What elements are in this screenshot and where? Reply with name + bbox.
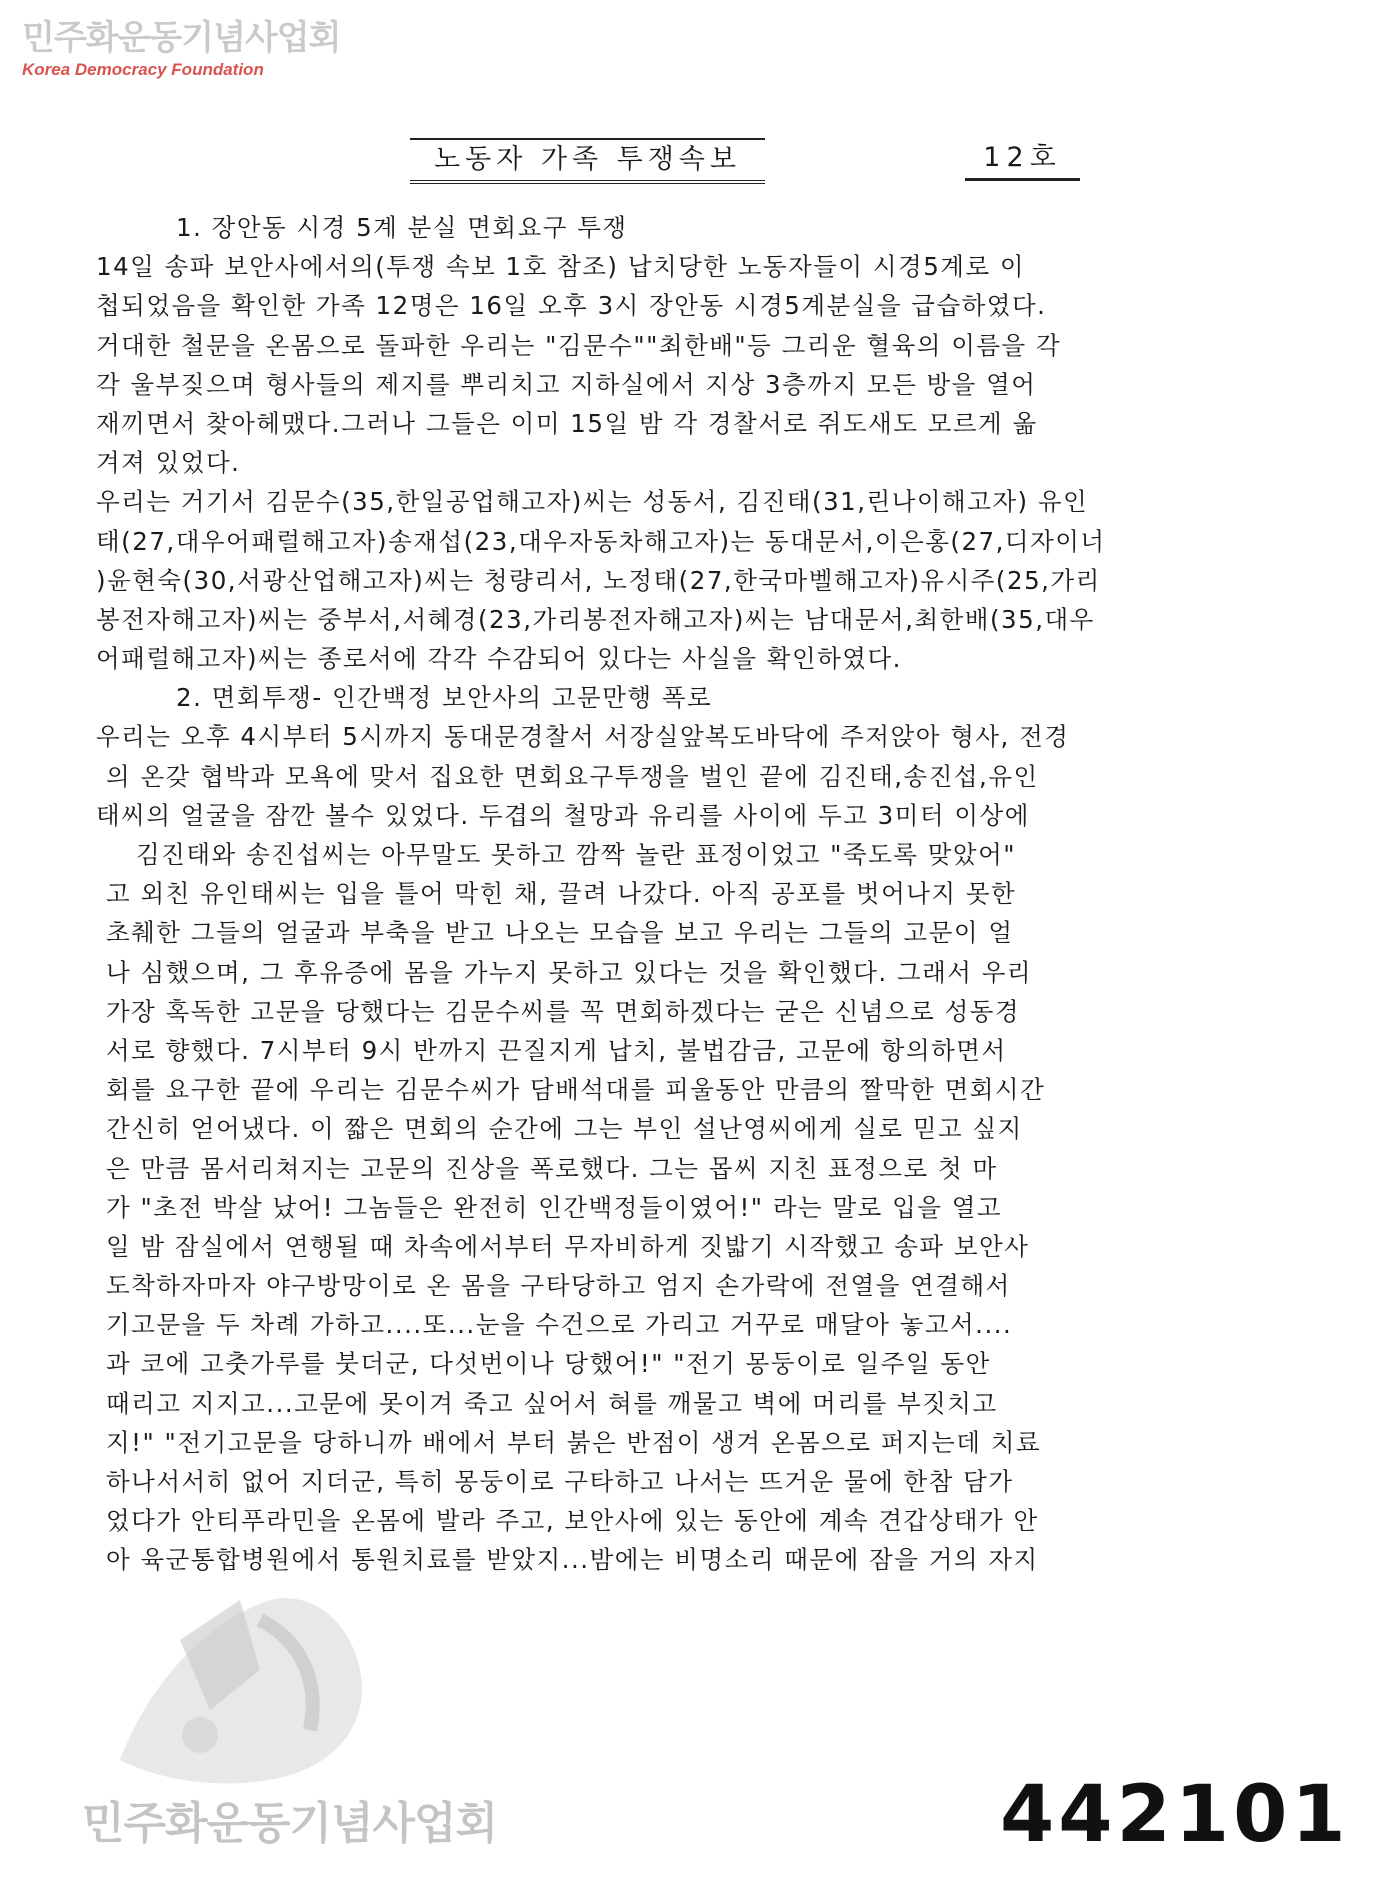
body-line: 때리고 지지고...고문에 못이겨 죽고 싶어서 혀를 깨물고 벽에 머리를 부짓치고 <box>106 1388 998 1418</box>
body-line: 우리는 거기서 김문수(35,한일공업해고자)씨는 성동서, 김진태(31,린나이해고자) 유인 <box>96 487 1089 517</box>
body-line: 었다가 안티푸라민을 온몸에 발라 주고, 보안사에 있는 동안에 계속 견갑상태가 안 <box>106 1506 1039 1536</box>
document-body <box>96 208 1296 1580</box>
body-line: 14일 송파 보안사에서의(투쟁 속보 1호 참조) 납치당한 노동자들이 시경5계로 이 <box>96 252 1026 282</box>
body-line: 각 울부짖으며 형사들의 제지를 뿌리치고 지하실에서 지상 3층까지 모든 방을 열어 <box>96 369 1037 399</box>
body-line: 재끼면서 찾아헤맸다.그러나 그들은 이미 15일 밤 각 경찰서로 쥐도새도 모르게 옮 <box>96 408 1038 438</box>
body-line: 가 "초전 박살 났어! 그놈들은 완전히 인간백정들이였어!" 라는 말로 입을 열고 <box>106 1192 1003 1222</box>
body-line: 김진태와 송진섭씨는 아무말도 못하고 깜짝 놀란 표정이었고 "죽도록 맞았어" <box>136 840 1017 869</box>
archive-number: 442101 <box>1000 1770 1350 1860</box>
body-line: 서로 향했다. 7시부터 9시 반까지 끈질지게 납치, 불법감금, 고문에 항의하면서 <box>106 1035 1007 1065</box>
logo-english-text: Korea Democracy Foundation <box>22 60 264 79</box>
body-line: 은 만큼 몸서리쳐지는 고문의 진상을 폭로했다. 그는 몹씨 지친 표정으로 첫 마 <box>106 1153 998 1183</box>
foundation-logo <box>22 18 340 80</box>
watermark-text: 민주화운동기념사업회 <box>82 1798 498 1849</box>
body-line: 태씨의 얼굴을 잠깐 볼수 있었다. 두겹의 철망과 유리를 사이에 두고 3미터 이상에 <box>96 800 1030 830</box>
body-line: 지!" "전기고문을 당하니까 배에서 부터 붉은 반점이 생겨 온몸으로 퍼지는데 치료 <box>106 1427 1042 1457</box>
section-heading-2: 2. 면회투쟁- 인간백정 보안사의 고문만행 폭로 <box>176 683 713 713</box>
foundation-watermark <box>60 1560 520 1860</box>
body-line: 우리는 오후 4시부터 5시까지 동대문경찰서 서장실앞복도바닥에 주저앉아 형사, 전경 <box>96 722 1070 752</box>
body-line: 태(27,대우어패럴해고자)송재섭(23,대우자동차해고자)는 동대문서,이은홍(27,디자이너 <box>96 526 1106 556</box>
body-line: 나 심했으며, 그 후유증에 몸을 가누지 못하고 있다는 것을 확인했다. 그래서 우리 <box>106 957 1033 987</box>
body-line: 아 육군통합병원에서 통원치료를 받았지...밤에는 비명소리 때문에 잠을 거의 자지 <box>106 1545 1039 1575</box>
issue-number: 12호 <box>965 138 1080 181</box>
body-line: 초췌한 그들의 얼굴과 부축을 받고 나오는 모습을 보고 우리는 그들의 고문이 얼 <box>106 918 1014 948</box>
body-line: )윤현숙(30,서광산업해고자)씨는 청량리서, 노정태(27,한국마벨해고자)유시주(25,가리 <box>96 565 1101 595</box>
title-row <box>0 138 1388 188</box>
body-line: 고 외친 유인태씨는 입을 틀어 막힌 채, 끌려 나갔다. 아직 공포를 벗어나지 못한 <box>106 879 1017 909</box>
body-line: 하나서서히 없어 지더군, 특히 몽둥이로 구타하고 나서는 뜨거운 물에 한참 담가 <box>106 1467 1014 1496</box>
body-line: 봉전자해고자)씨는 중부서,서혜경(23,가리봉전자해고자)씨는 남대문서,최한배(35,대우 <box>96 604 1095 634</box>
body-line: 일 밤 잠실에서 연행될 때 차속에서부터 무자비하게 짓밟기 시작했고 송파 보안사 <box>106 1231 1030 1261</box>
watermark-emblem-icon <box>60 1560 520 1800</box>
body-line: 의 온갖 협박과 모욕에 맞서 집요한 면회요구투쟁을 벌인 끝에 김진태,송진섭,유인 <box>106 761 1039 791</box>
body-line: 과 코에 고춧가루를 붓더군, 다섯번이나 당했어!" "전기 몽둥이로 일주일 동안 <box>106 1349 991 1379</box>
document-title: 노동자 가족 투쟁속보 <box>410 138 765 184</box>
body-line: 어패럴해고자)씨는 종로서에 각각 수감되어 있다는 사실을 확인하였다. <box>96 644 902 674</box>
body-line: 가장 혹독한 고문을 당했다는 김문수씨를 꼭 면회하겠다는 굳은 신념으로 성동경 <box>106 996 1021 1026</box>
body-line: 기고문을 두 차례 가하고....또...눈을 수건으로 가리고 거꾸로 매달아 놓고서.... <box>106 1310 1013 1340</box>
body-line: 회를 요구한 끝에 우리는 김문수씨가 담배석대를 피울동안 만큼의 짤막한 면회시간 <box>106 1075 1046 1105</box>
body-line: 첩되었음을 확인한 가족 12명은 16일 오후 3시 장안동 시경5계분실을 급습하였다. <box>96 291 1047 321</box>
body-line: 겨져 있었다. <box>96 448 241 478</box>
body-line: 도착하자마자 야구방망이로 온 몸을 구타당하고 엄지 손가락에 전열을 연결해서 <box>106 1271 1011 1301</box>
body-line: 거대한 철문을 온몸으로 돌파한 우리는 "김문수""최한배"등 그리운 혈육의 이름을 각 <box>96 330 1062 360</box>
logo-korean-text: 민주화운동기념사업회 <box>22 18 341 58</box>
body-line: 간신히 얻어냈다. 이 짧은 면회의 순간에 그는 부인 설난영씨에게 실로 믿고 싶지 <box>106 1114 1023 1144</box>
section-heading-1: 1. 장안동 시경 5계 분실 면회요구 투쟁 <box>176 213 628 242</box>
